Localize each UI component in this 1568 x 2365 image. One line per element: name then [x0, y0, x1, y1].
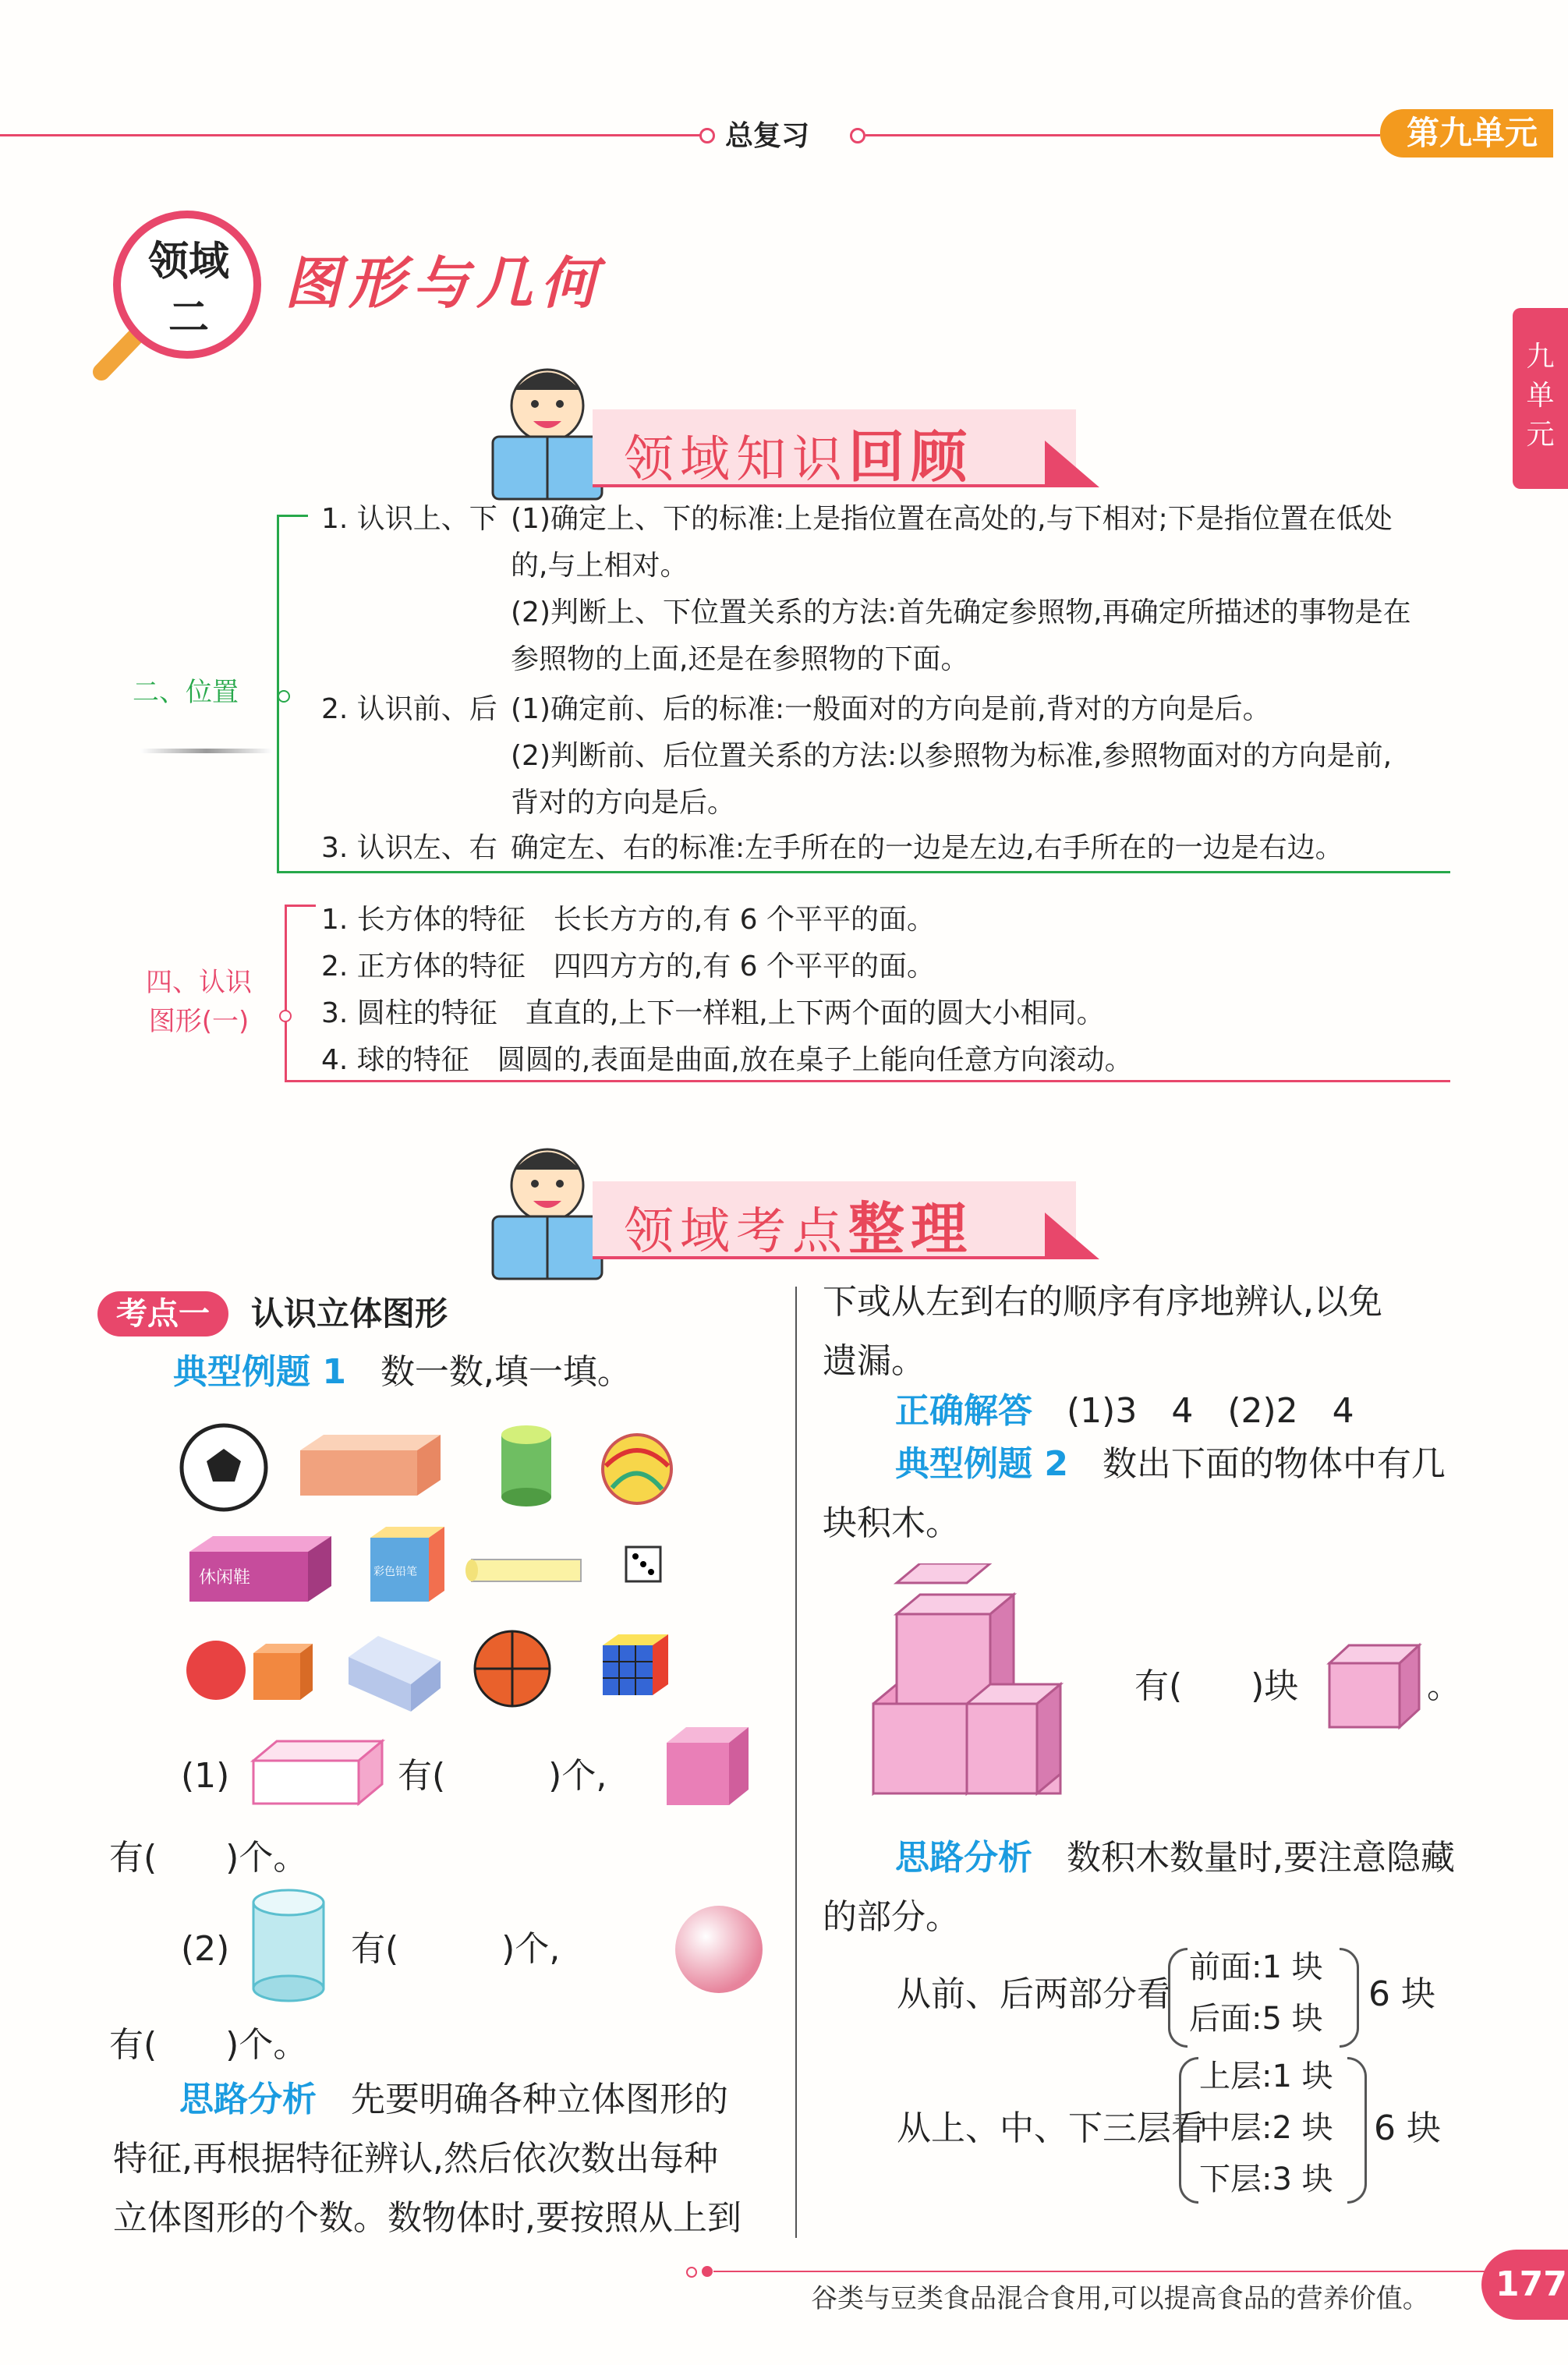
position-item-2-line-1: (1)确定前、后的标准:一般面对的方向是前,背对的方向是后。: [511, 693, 1271, 725]
shapes-item-4: 4. 球的特征 圆圆的,表面是曲面,放在桌子上能向任意方向滚动。: [321, 1044, 1133, 1076]
domain-badge-line2: 二: [168, 295, 209, 342]
pink-sphere-icon: [672, 1903, 766, 1996]
position-item-1-name: 1. 认识上、下: [321, 503, 497, 535]
example2-label: 典型例题 2: [895, 1444, 1068, 1484]
footer-dot-2: [702, 2266, 713, 2277]
position-item-2-line-3: 背对的方向是后。: [511, 787, 736, 819]
position-item-2-name: 2. 认识前、后: [321, 693, 497, 725]
q1-has-1[interactable]: 有( )个,: [398, 1756, 607, 1796]
single-block-icon: [1326, 1641, 1427, 1731]
position-item-1-line-2: 的,与上相对。: [511, 550, 688, 582]
soccer-ball-icon: [182, 1425, 266, 1510]
position-item-2-line-2: (2)判断前、后位置关系的方法:以参照物为标准,参照物面对的方向是前,: [511, 740, 1393, 772]
header-dot-left: [699, 128, 715, 143]
group1-lead: 从前、后两部分看: [897, 1974, 1171, 2014]
position-item-3-name: 3. 认识左、右: [321, 832, 497, 864]
example2-line-2: 块积木。: [823, 1503, 960, 1543]
boy-reading-icon: [483, 359, 608, 507]
shoe-box-icon: [189, 1536, 331, 1602]
side-tab-char-1: 九: [1526, 341, 1555, 373]
side-tab-char-2: 单: [1526, 380, 1555, 412]
dice-icon: [626, 1547, 660, 1581]
side-tab: [1513, 308, 1568, 489]
shapes-item-2: 2. 正方体的特征 四四方方的,有 6 个平平的面。: [321, 951, 936, 982]
group1-total: 6 块: [1368, 1974, 1435, 2014]
analysis1-line-2: 特征,再根据特征辨认,然后依次数出每种: [113, 2139, 718, 2179]
pencil-box-text: 彩色铅笔: [373, 1566, 417, 1578]
blocks-answer-2: 。: [1427, 1666, 1461, 1706]
example1-prompt: 数一数,填一填。: [380, 1352, 632, 1392]
shapes-item-1: 1. 长方体的特征 长长方方的,有 6 个平平的面。: [321, 904, 936, 936]
unit-badge-label: 第九单元: [1407, 114, 1538, 152]
rubiks-cube-icon: [603, 1634, 668, 1695]
group1-left-brace: [1168, 1948, 1188, 2048]
position-item-3-line-1: 确定左、右的标准:左手所在的一边是左边,右手所在的一边是右边。: [511, 832, 1343, 864]
shapes-label-line2: 图形(一): [148, 1006, 250, 1037]
example2-line-1: 数出下面的物体中有几: [1102, 1444, 1446, 1484]
example1-label: 典型例题 1: [173, 1352, 346, 1392]
position-item-1-detail: [511, 496, 1470, 683]
pencil-box-icon: [370, 1527, 444, 1602]
answer-label: 正确解答: [895, 1391, 1032, 1431]
group2-item-3: 下层:3 块: [1199, 2161, 1333, 2197]
shapes-label-line1: 四、认识: [146, 967, 252, 998]
eraser-icon: [300, 1435, 441, 1496]
pink-cube-icon: [663, 1723, 756, 1809]
shoe-box-text: 休闲鞋: [199, 1568, 251, 1588]
boy-reading-icon-2: [483, 1138, 608, 1287]
kaodian-title: 认识立体图形: [251, 1294, 448, 1333]
section2-title-bold: 整理: [848, 1196, 974, 1262]
right-cont-line-2: 遗漏。: [823, 1341, 926, 1381]
q1-has-2[interactable]: 有( )个。: [109, 1838, 308, 1878]
basketball-icon: [475, 1631, 550, 1706]
section2-ribbon-tip: [1045, 1213, 1099, 1259]
answer-text: (1)3 4 (2)2 4: [1067, 1391, 1354, 1431]
position-label-shadow: [140, 749, 273, 753]
volleyball-icon: [603, 1435, 671, 1503]
section2-title-normal: 领域考点: [624, 1203, 848, 1261]
column-divider: [795, 1287, 797, 2238]
kaodian-badge-label: 考点一: [116, 1296, 210, 1332]
analysis1-line-3: 立体图形的个数。数物体时,要按照从上到: [113, 2198, 742, 2238]
orange-cube-icon: [253, 1644, 313, 1700]
domain-title: 图形与几何: [285, 250, 605, 316]
right-continued: [823, 1273, 1524, 1391]
header-title: 总复习: [725, 120, 810, 152]
cuboid-outline-icon: [250, 1737, 386, 1807]
group1-item-1: 前面:1 块: [1189, 1949, 1323, 1985]
section1-title: [624, 412, 973, 493]
header-dot-right: [850, 128, 865, 143]
q2-has-2[interactable]: 有( )个。: [109, 2025, 308, 2065]
page-number-badge: [1481, 2250, 1568, 2320]
footer-rule: [713, 2271, 1493, 2272]
analysis1-label: 思路分析: [179, 2080, 317, 2119]
header-rule-right: [865, 134, 1380, 136]
q1-num: (1): [181, 1756, 230, 1796]
shapes-bracket: [285, 905, 287, 1082]
analysis1-line-1: 先要明确各种立体图形的: [351, 2080, 728, 2119]
position-item-1-line-4: 参照物的上面,还是在参照物的下面。: [511, 643, 969, 675]
position-item-3-detail: [511, 825, 1470, 872]
domain-badge-line1: 领域: [147, 239, 229, 285]
kaodian-badge: [97, 1291, 228, 1337]
section1-title-normal: 领域知识: [624, 431, 848, 489]
section2-title: [624, 1184, 973, 1265]
object-grid: [175, 1419, 721, 1778]
stick-cylinder-icon: [465, 1560, 581, 1581]
cylinder-can-icon: [501, 1425, 551, 1506]
group2-left-brace: [1179, 2057, 1198, 2204]
q2-num: (2): [181, 1929, 230, 1969]
position-item-1-line-3: (2)判断上、下位置关系的方法:首先确定参照物,再确定所描述的事物是在: [511, 597, 1411, 628]
footer-dot-1: [686, 2267, 697, 2278]
group1-right-brace: [1340, 1948, 1359, 2048]
analysis2-line-2: 的部分。: [823, 1897, 960, 1937]
analysis2-label: 思路分析: [895, 1838, 1032, 1878]
group2-lead: 从上、中、下三层看: [897, 2108, 1205, 2148]
group2-item-1: 上层:1 块: [1199, 2059, 1333, 2094]
header-rule-left: [0, 134, 702, 136]
right-cont-line-1: 下或从左到右的顺序有序地辨认,以免: [823, 1282, 1382, 1322]
footer-tip: 谷类与豆类食品混合食用,可以提高食品的营养价值。: [811, 2283, 1429, 2314]
block-cuboid-icon: [349, 1636, 441, 1712]
section1-ribbon-tip: [1045, 441, 1099, 487]
blocks-answer-1[interactable]: 有( )块: [1134, 1666, 1299, 1706]
side-tab-char-3: 元: [1526, 419, 1555, 451]
group2-right-brace: [1347, 2057, 1367, 2204]
position-item-2-detail: [511, 686, 1470, 827]
group2-item-2: 中层:2 块: [1199, 2110, 1333, 2146]
position-item-1-line-1: (1)确定上、下的标准:上是指位置在高处的,与下相对;下是指位置在低处: [511, 503, 1393, 535]
analysis1: [113, 2070, 784, 2248]
stacked-blocks: [865, 1563, 1084, 1817]
cylinder-icon: [250, 1887, 327, 2004]
shapes-list: [321, 897, 1133, 1084]
analysis2-line-1: 数积木数量时,要注意隐藏: [1067, 1838, 1455, 1878]
shapes-item-3: 3. 圆柱的特征 直直的,上下一样粗,上下两个面的圆大小相同。: [321, 997, 1105, 1029]
q2-has-1[interactable]: 有( )个,: [351, 1929, 561, 1969]
position-label: 二、位置: [133, 677, 239, 708]
group2-total: 6 块: [1374, 2108, 1441, 2148]
unit-badge: [1380, 109, 1553, 158]
red-ball-icon: [186, 1641, 246, 1700]
section1-title-bold: 回顾: [848, 424, 974, 490]
page-number: 177: [1495, 2264, 1567, 2304]
group1-item-2: 后面:5 块: [1189, 2001, 1323, 2037]
